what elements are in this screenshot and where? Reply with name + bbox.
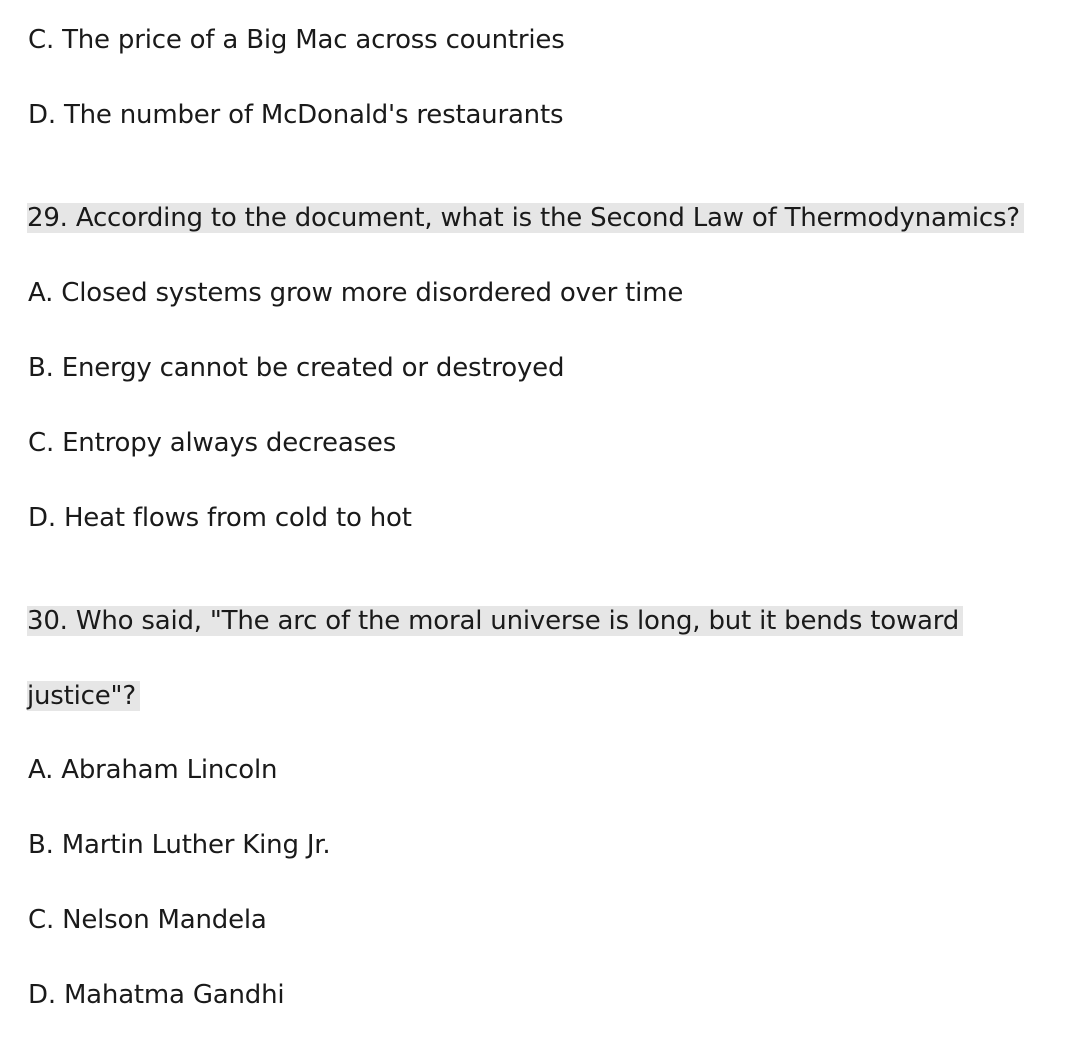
option-a-q29: A. Closed systems grow more disordered over time <box>28 278 684 308</box>
option-b-q30: B. Martin Luther King Jr. <box>28 830 331 860</box>
question-29 <box>27 198 1024 238</box>
option-a-q30: A. Abraham Lincoln <box>28 755 278 785</box>
question-30-line-2 <box>27 676 140 716</box>
option-c-q28: C. The price of a Big Mac across countries <box>28 25 565 55</box>
question-30-text-line-1: 30. Who said, "The arc of the moral universe is long, but it bends toward <box>27 606 963 636</box>
question-30-text-line-2: justice"? <box>27 681 140 711</box>
question-30-line-1 <box>27 601 963 641</box>
option-b-q29: B. Energy cannot be created or destroyed <box>28 353 565 383</box>
option-d-q30: D. Mahatma Gandhi <box>28 980 285 1010</box>
option-c-q30: C. Nelson Mandela <box>28 905 267 935</box>
question-29-text: 29. According to the document, what is the Second Law of Thermodynamics? <box>27 203 1024 233</box>
option-d-q28: D. The number of McDonald's restaurants <box>28 100 564 130</box>
option-d-q29: D. Heat flows from cold to hot <box>28 503 412 533</box>
option-c-q29: C. Entropy always decreases <box>28 428 397 458</box>
